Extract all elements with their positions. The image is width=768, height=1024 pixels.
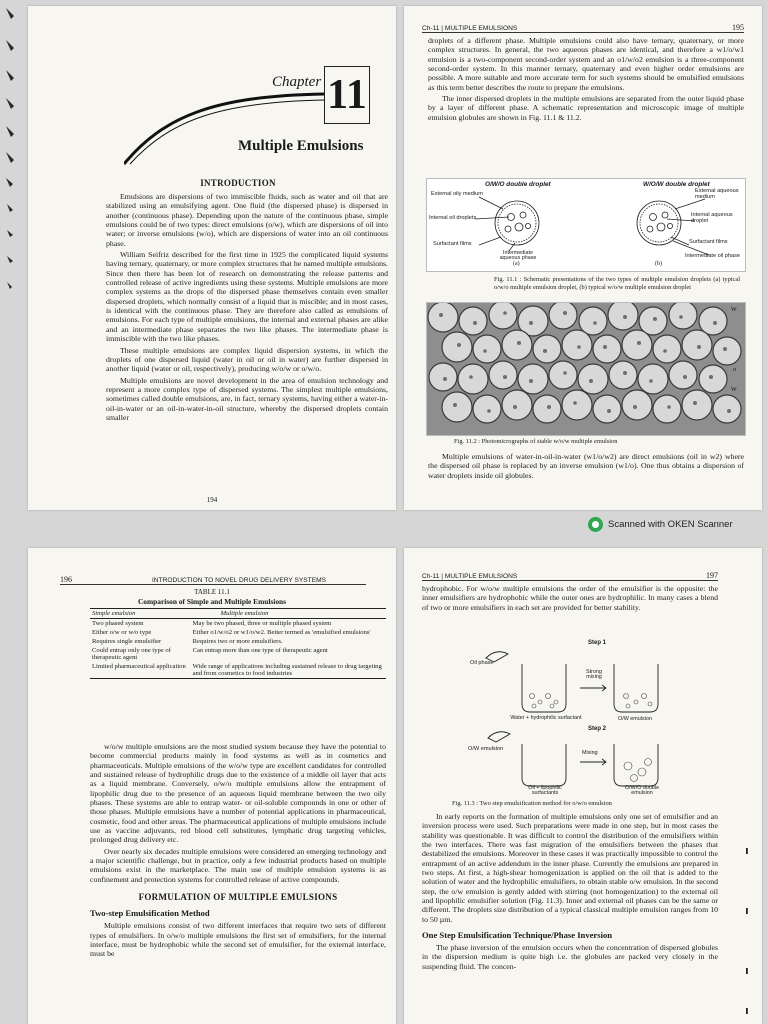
fig3-label: Mixing: [582, 750, 598, 756]
running-header: [422, 20, 744, 33]
fig1-label: Surfactant films: [689, 239, 728, 245]
header-book-title: INTRODUCTION TO NOVEL DRUG DELIVERY SYSTEMS: [151, 577, 326, 584]
fig1-label: Internal aqueous droplet: [691, 212, 733, 224]
chapter-number-box: 11: [324, 66, 370, 124]
fig1-label: Internal oil droplets: [429, 215, 477, 221]
fig1-label: Intermediate oil phase: [685, 253, 741, 259]
paragraph: w/o/w multiple emulsions are the most studied system because they have the potential to become commercial products mainly in food systems as well as in cosmetics and pharmaceuticals. Multiple emulsions of the w/o/w type are excellent candidates for controlled and sustained release of hydrophilic drugs due to the existence of a middle oil layer that acts as a liquid membrane. Conversely, o/w/o multiple emulsions allow the entrapment of lipophilic drug due to the presence of an aqueous liquid membrane between the two oily phases. These systems are able to entrap water- or oil-soluble compounds in one or other of those phases. Multiple emulsions have a number of potential applications in pharmaceutical, cosmetic, food and other areas. The pharmaceutical applications of multiple emulsions include use as vaccine adjuvants, red blood cell substitutes, lymphatic drug targeting vehicles, prolonged drug delivery etc.: [90, 742, 386, 845]
fig1-title-a: O/W/O double droplet: [485, 181, 551, 188]
scanner-logo-icon: [588, 517, 603, 532]
subsection-heading-two-step: Two-step Emulsification Method: [90, 908, 210, 919]
margin-binding-marks: [0, 0, 28, 510]
table-row: [90, 662, 386, 678]
fig3-label: Strong mixing: [586, 669, 602, 681]
chapter-label: Chapter: [272, 74, 322, 90]
figure-11-2-caption: Fig. 11.2 : Photomicrographs of stable w/o/w multiple emulsion: [454, 438, 618, 445]
paragraph: droplets of a different phase. Multiple emulsions could also have ternary, quaternary, or more complex structures. In general, the two aqueous phases are identical, and therefore a w1/o/w1 emulsion is a two-component second-order system and an o1/w/o2 emulsion is a three-component second-order system. In this manner ternary, quaternary and even higher order emulsions are possible. A more suitable and more accurate term for such systems should be emulsified emulsions as this term better describes the route to prepare the emulsions.: [428, 36, 744, 92]
figure-11-3: [468, 640, 678, 797]
table-cell: Two phased system: [92, 620, 144, 627]
paragraph: Emulsions are dispersions of two immiscible fluids, such as water and oil that are stabilized using an emulsifying agent. One fluid (the dispersed phase) is dispersed in another (continuous phase). Depending upon the nature of the continuous phase, simple emulsions could be of two types: direct emulsions (o/w), which are dispersions of oil into water; or inverse emulsions (w/o), which are dispersions of water into an oil continuous phase.: [106, 192, 388, 248]
fig1-subfig-b: (b): [655, 261, 662, 267]
page-194: [28, 6, 396, 510]
paragraph: The phase inversion of the emulsion occurs when the concentration of dispersed globules in the dispersion medium is quite high i.e. the globules are packed very closely in the suspending fluid. The concen-: [422, 943, 718, 971]
table-cell: Either o/w or w/o type: [92, 629, 152, 636]
micrograph-label: o: [733, 367, 736, 373]
table-row: [90, 619, 386, 629]
paragraph: Multiple emulsions of water-in-oil-in-water (w1/o/w2) are direct emulsions (oil in w2) where the dispersed oil phase is replaced by an inverse emulsion (w1/o). One thus obtains a dispersion of water droplets inside oil globules.: [428, 452, 744, 480]
table-row: [90, 646, 386, 662]
comparison-table: [90, 608, 386, 679]
header-page-number: 197: [706, 571, 718, 580]
fig1-label: Intermediate aqueous phase: [499, 250, 537, 262]
table-row: [90, 637, 386, 646]
paragraph: The inner dispersed droplets in the multiple emulsions are separated from the outer liquid phase by a layer of different phase. A schematic representation and microscopic image of multiple emulsion globules are shown in Fig. 11.1 & 11.2.: [428, 94, 744, 122]
chapter-title: Multiple Emulsions: [238, 138, 364, 154]
fig1-label: External aqueous medium: [695, 188, 739, 200]
micrograph-label: W: [731, 387, 737, 393]
table-cell: May be two phased, three or multiple phased system: [192, 620, 332, 627]
photomicrograph-image: [427, 303, 745, 435]
fig3-label: O/W/O double emulsion: [624, 785, 660, 797]
table-row: [90, 628, 386, 637]
scanner-text: Scanned with OKEN Scanner: [608, 519, 733, 530]
page-197: [404, 548, 762, 1024]
paragraph: William Seifriz described for the first time in 1925 the complicated liquid systems having ternary, quaternary, or more complex structures that he named multiple emulsions. Since then there has been lot of research on demonstrating the release patterns and controlled release of active ingredients using these systems. Multiple emulsions are more complex systems as the drops of the dispersed phase themselves contain even smaller dispersed droplets, which normally consist of a liquid that is miscible; and in most cases, is identical with the continuous phase. They are therefore also called as emulsions of emulsions. For each type of multiple emulsions, the internal and external phases are alike and an intermediate phase separates the two like phases. The intermediate phase is immiscible with the two like phases.: [106, 250, 388, 344]
running-header: [60, 572, 366, 585]
paragraph: In early reports on the formation of multiple emulsions only one set of emulsifier and an inversion process were used. Such preparations were made in one step, but in most cases the stability was questionable. It was difficult to control the distribution of the emulsifiers within the two interfaces. There was fast migration of the emulsifiers between the phases that destabilized the emulsions. Moreover in these cases it was practically impossible to control the entrapment of an active addendum in the inner phase. Currently the emulsions are prepared in two steps. At first, a high-shear homogenization is applied on the oil that is added to the solution of water and the hydrophilic emulsifiers, to obtain stable o/w emulsion. In the second step, the o/w emulsion is gently added with stirring (not homogenization) to the external oil and lipophilic emulsifier solution (Fig. 11.3). Inner and external oil phases can be the same or different. The droplets size distribution of a typical classical multiple emulsion ranges from 10 to 50 µm.: [422, 812, 718, 924]
fig3-label: O/W emulsion: [468, 746, 504, 752]
header-chapter: Ch-11 | MULTIPLE EMULSIONS: [422, 573, 518, 580]
header-chapter: Ch-11 | MULTIPLE EMULSIONS: [422, 25, 518, 32]
table-cell: Could entrap only one type of therapeutic agent: [92, 647, 171, 661]
figure-11-3-caption: Fig. 11.3 : Two step emulsification method for o/w/o emulsion: [452, 800, 612, 807]
table-header-cell: Simple emulsion: [92, 610, 136, 617]
page-196: [28, 548, 396, 1024]
paragraph: Multiple emulsions are novel development in the area of emulsion technology and represent a more complex type of dispersed systems. The simplest multiple emulsions, sometimes called double emulsions, are, in fact, ternary systems, having either a water-in-oil-in-water or an oil-in-water-in-oil structure, whereby the dispersed droplets contain smaller: [106, 375, 388, 422]
fig3-label: O/W emulsion: [618, 716, 652, 722]
figure-11-2-photomicrograph: [426, 302, 746, 436]
running-header: [422, 568, 718, 581]
page-195: [404, 6, 762, 510]
fig3-step2: Step 2: [588, 726, 607, 732]
fig1-title-b: W/O/W double droplet: [643, 181, 710, 188]
paragraph: Multiple emulsions consist of two different interfaces that require two sets of different types of emulsifiers. In o/w/o multiple emulsions the first set of emulsifiers, for the internal interface, must be hydrophobic while the second set of emulsifier, for the external interface, must be: [90, 921, 386, 959]
table-cell: Wide range of applications including sustained release to drug targeting and from cosmetics to food industries: [192, 663, 382, 677]
table-header-cell: Multiple emulsion: [220, 610, 269, 617]
table-cell: Requires two or more emulsifiers.: [192, 638, 283, 645]
table-title: Comparison of Simple and Multiple Emulsions: [137, 597, 287, 606]
header-page-number: 196: [60, 575, 72, 584]
page-number: 194: [206, 496, 218, 504]
fig3-label: Oil + lipophilic surfactants: [528, 785, 562, 797]
table-cell: Either o1/w/o2 or w1/o/w2. Better termed as 'emulsified emulsions': [192, 629, 371, 636]
fig1-label: Surfactant films: [433, 241, 472, 247]
table-cell: Limited pharmaceutical application: [92, 663, 186, 670]
scanner-watermark: [588, 517, 733, 532]
fig3-label: Oil phase: [470, 660, 494, 666]
fig1-subfig-a: (a): [513, 261, 520, 267]
micrograph-label: W: [731, 307, 737, 313]
header-page-number: 195: [732, 23, 744, 32]
right-edge-marks: [742, 848, 754, 1018]
figure-11-1-caption: Fig. 11.1 : Schematic presentations of the two types of multiple emulsion droplets (a) typical o/w/o multiple emulsion droplet, (b) typical w/o/w multiple emulsion droplet: [494, 276, 740, 291]
figure-11-1: [426, 178, 746, 272]
table-label: TABLE 11.1: [194, 588, 230, 596]
subsection-heading-one-step: One Step Emulsification Technique/Phase Inversion: [422, 930, 613, 941]
paragraph: Over nearly six decades multiple emulsions were considered an emerging technology and a major scientific challenge, but in practice, only a few industrial products based on multiple emulsions exist in the marketplace. The main use of multiple emulsion systems is as confinement and protection systems for controlled release of active compounds.: [90, 846, 386, 884]
section-heading-introduction: INTRODUCTION: [200, 178, 276, 188]
fig3-label: Water + hydrophilic surfactant: [510, 715, 582, 721]
intro-body: [106, 192, 388, 422]
fig1-label: External oily medium: [431, 191, 483, 197]
table-cell: Can entrap more than one type of therapeutic agent: [192, 647, 328, 654]
table-cell: Requires single emulsifier: [92, 638, 162, 645]
fig3-step1: Step 1: [588, 640, 607, 646]
paragraph: These multiple emulsions are complex liquid dispersion systems, in which the droplets of one dispersed liquid (water in oil or oil in water) are further dispersed in another liquid (water or oil, respectively), producing w/o/w or o/w/o.: [106, 345, 388, 374]
section-heading-formulation: FORMULATION OF MULTIPLE EMULSIONS: [138, 892, 338, 903]
paragraph: hydrophobic. For w/o/w multiple emulsions the order of the emulsifier is the opposite: the inner emulsifiers are hydrophobic while the outer ones are hydrophilic. In many cases a blend of two or more emulsifiers in each set are provided for better stability.: [422, 584, 718, 612]
